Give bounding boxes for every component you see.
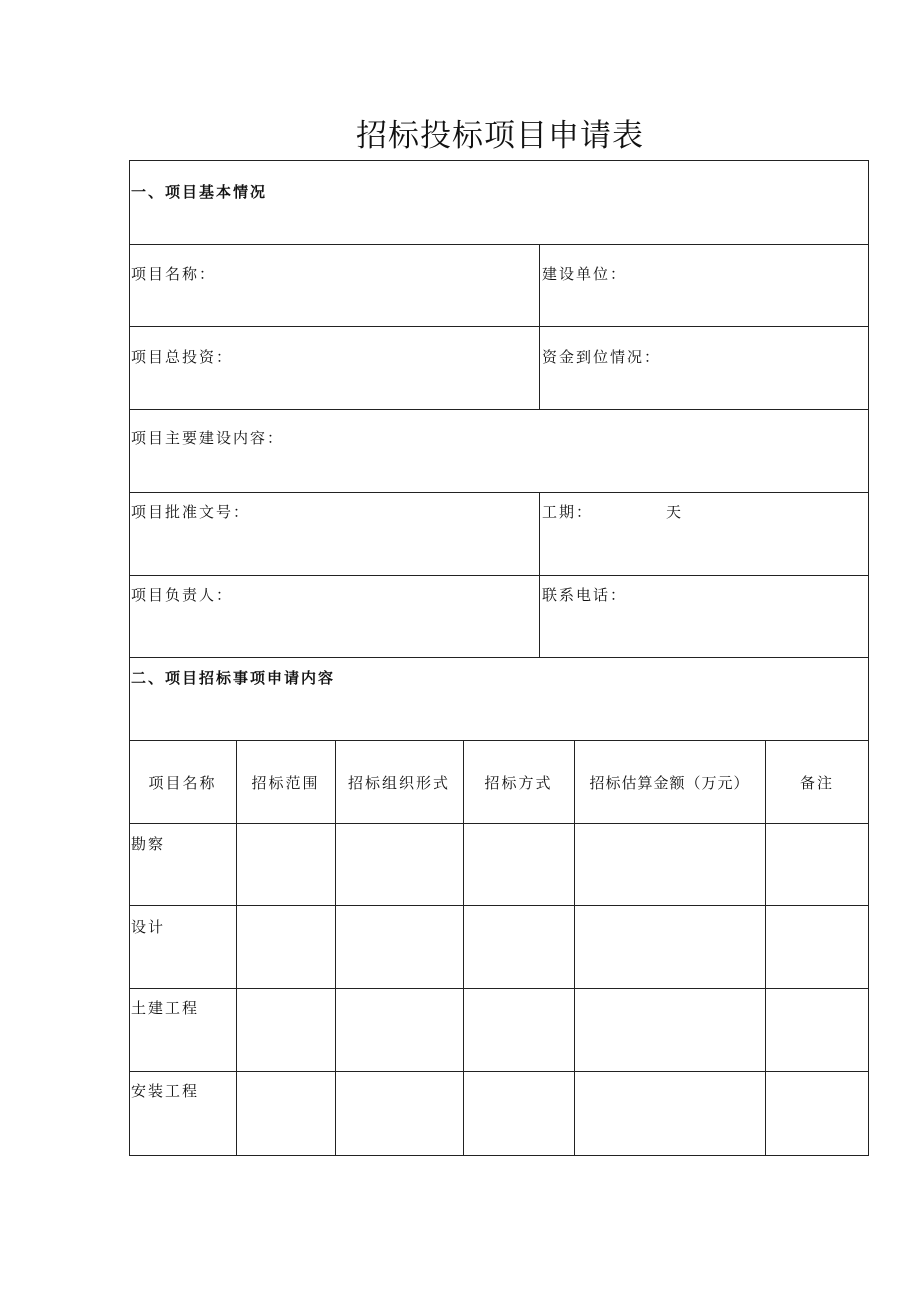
table-row-label: 土建工程 xyxy=(131,999,200,1017)
column-header: 项目名称 xyxy=(148,774,217,792)
column-header: 招标范围 xyxy=(251,774,320,792)
row-divider xyxy=(129,905,869,906)
row-divider xyxy=(129,492,869,493)
section1-heading: 一、项目基本情况 xyxy=(131,183,268,201)
duration-unit: 天 xyxy=(666,503,684,521)
row-divider xyxy=(129,326,869,327)
row-divider xyxy=(129,657,869,658)
funding-status-label: 资金到位情况： xyxy=(542,348,662,366)
phone-label: 联系电话： xyxy=(542,586,628,604)
table-row-label: 安装工程 xyxy=(131,1082,200,1100)
row-divider xyxy=(129,575,869,576)
column-divider xyxy=(236,740,237,1156)
table-outer-border xyxy=(129,160,869,1156)
total-investment-label: 项目总投资： xyxy=(131,348,234,366)
column-divider xyxy=(335,740,336,1156)
column-header: 招标组织形式 xyxy=(347,774,450,792)
column-header: 招标估算金额（万元） xyxy=(589,774,750,792)
column-divider xyxy=(463,740,464,1156)
row-divider xyxy=(129,1071,869,1072)
duration-label: 工期： xyxy=(542,503,594,521)
approval-number-label: 项目批准文号： xyxy=(131,503,251,521)
column-header: 备注 xyxy=(799,774,834,792)
row-divider xyxy=(129,244,869,245)
project-name-label: 项目名称： xyxy=(131,265,217,283)
row-divider xyxy=(129,988,869,989)
section2-heading: 二、项目招标事项申请内容 xyxy=(131,669,336,687)
table-row-label: 勘察 xyxy=(131,835,166,853)
column-divider xyxy=(574,740,575,1156)
column-divider xyxy=(539,244,540,409)
column-header: 招标方式 xyxy=(484,774,553,792)
main-content-label: 项目主要建设内容： xyxy=(131,429,285,447)
column-divider xyxy=(765,740,766,1156)
row-divider xyxy=(129,823,869,824)
person-in-charge-label: 项目负责人： xyxy=(131,586,234,604)
column-divider xyxy=(539,492,540,657)
row-divider xyxy=(129,409,869,410)
construction-unit-label: 建设单位： xyxy=(542,265,628,283)
row-divider xyxy=(129,740,869,741)
page-title: 招标投标项目申请表 xyxy=(356,118,644,154)
table-row-label: 设计 xyxy=(131,918,166,936)
